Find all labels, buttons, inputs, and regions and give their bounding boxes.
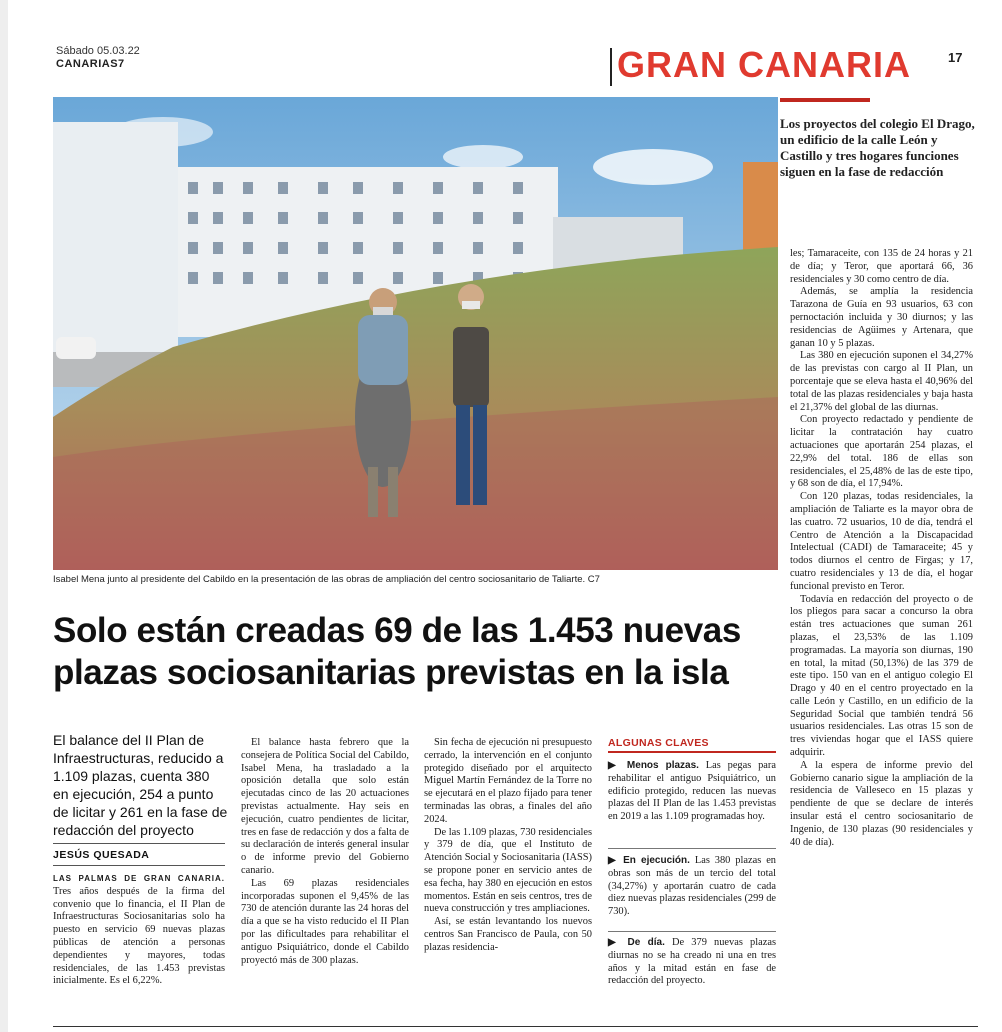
paragraph-text: Tres años después de la firma del convenio que lo financia, el II Plan de Infraestructuras Sociosanitarias solo ha puesto en servicio 69 nuevas plazas públicas de atención a personas dependientes y mayores, todas residenciales, de las 1.453 previstas inicialmente. Es el 6,22%.: [53, 885, 225, 987]
page-number: 17: [948, 50, 963, 65]
key-point: [608, 937, 776, 988]
dateline: LAS PALMAS DE GRAN CANARIA.: [53, 874, 225, 883]
paragraph: Además, se amplía la residencia Tarazona de Guía en 93 usuarios, 63 con pernoctación incluida y 30 diurnos; y las residencias de Agüimes y Artenara, que ganan 10 y 5 plazas.: [790, 286, 973, 349]
paragraph: Así, se están levantando los nuevos centros San Francisco de Paula, con 50 plazas residencia-: [424, 916, 592, 953]
key-point-text: Las 380 plazas en obras son más de un tercio del total (34,27%) y aportarán cuatro de cada diez nuevas plazas residenciales (299 de 730).: [608, 855, 777, 918]
article-deck: El balance del II Plan de Infraestructuras, reducido a 1.109 plazas, cuenta 380 en ejecución, 254 a punto de licitar y 261 en la fase de redacción del proyecto: [53, 732, 228, 838]
paragraph: Las 380 en ejecución suponen el 34,27% de las previstas con cargo al II Plan, un porcentaje que se eleva hasta el 40,96% del total de las plazas residenciales y baja hasta el 21,37% del global de las diurnas.: [790, 350, 973, 413]
newspaper-name: CANARIAS7: [56, 58, 125, 70]
key-point: [608, 855, 776, 919]
key-point-divider: [608, 931, 776, 932]
article-column-1: [53, 873, 225, 988]
paragraph: El balance hasta febrero que la consejera de Política Social del Cabildo, Isabel Mena, ha trasladado a la oposición detalla que solo están ejecutadas cinco de las 20 actuaciones previstas actualmente. Hay seis en ejecución, cuatro pendientes de licitar, tres en fase de redacción y dos a falta de su declaración de interés general insular o de informe previo del Gobierno canario.: [241, 737, 409, 876]
photo-illustration: [53, 97, 778, 570]
key-point-lead: ▶ En ejecución.: [608, 855, 690, 866]
article-column-2: [241, 737, 409, 967]
byline-rule-top: [53, 843, 225, 844]
key-points-rule: [608, 751, 776, 753]
key-point-lead: ▶ De día.: [608, 937, 665, 948]
section-divider: [610, 48, 612, 86]
paragraph: Las 69 plazas residenciales incorporadas suponen el 9,45% de las 730 de atención durante las 24 horas del día a que se ha visto reducido el II Plan por las dificultades para rehabilitar el antiguo Psiquiátrico, donde el Cabildo proyectó más de 300 plazas.: [241, 877, 409, 966]
paragraph: A la espera de informe previo del Gobierno canario sigue la ampliación de la residencia de Valleseco en 15 plazas y pendiente de que se declare de interés insular está el centro sociosanitario de Ingenio, de 130 plazas (90 residenciales y 40 de día).: [790, 759, 973, 848]
key-point-lead: ▶ Menos plazas.: [608, 760, 699, 771]
issue-date: Sábado 05.03.22: [56, 45, 140, 57]
key-points-title: ALGUNAS CLAVES: [608, 737, 709, 749]
page-edge: [0, 0, 8, 1032]
section-title: GRAN CANARIA: [617, 44, 911, 85]
paragraph: De las 1.109 plazas, 730 residenciales y 379 de día, que el Instituto de Atención Social y Sociosanitaria (IASS) se propone poner en servicio antes de esa fecha, hay 380 en ejecución en estos momentos. Están en seis centros, tres de nueva construcción y tres ampliaciones.: [424, 826, 592, 915]
paragraph: Con proyecto redactado y pendiente de licitar la contratación hay cuatro actuaciones que aportarán 254 plazas, el 22,9% del total. 186 de ellas son residenciales, el 25,48% de las de este tipo, y 68 son de día, el 17,94%.: [790, 414, 973, 490]
photo-caption: Isabel Mena junto al presidente del Cabildo en la presentación de las obras de ampliación del centro sociosanitario de Taliarte. C7: [53, 574, 600, 585]
key-point-text: De 379 nuevas plazas diurnas no se ha creado ni una en tres años y la mitad están en fase de redacción del proyecto.: [608, 937, 776, 987]
article-photo: [53, 97, 778, 570]
paragraph: [53, 873, 225, 988]
byline-rule-bottom: [53, 865, 225, 866]
article-column-5: [790, 248, 973, 849]
key-point: [608, 760, 776, 824]
section-accent-rule: [780, 98, 870, 102]
key-point-divider: [608, 848, 776, 849]
key-point-text: Las pegas para rehabilitar el antiguo Psiquiátrico, un edificio protegido, reducen las nuevas plazas del II Plan de las 1.453 previstas en 2019 a las 1.109 programadas hoy.: [608, 760, 776, 823]
page-bottom-rule: [53, 1026, 978, 1027]
paragraph: Con 120 plazas, todas residenciales, la ampliación de Taliarte es la mayor obra de las cuatro. 72 usuarios, 10 de día, tendrá el Centro de Atención a la Discapacidad Intelectual (CADI) de Tamaraceite; 45 y todos diurnos el centro de Firgas; y 17, cuatro residenciales y 13 de día, el hogar funcional previsto en Teror.: [790, 491, 973, 592]
paragraph: Todavía en redacción del proyecto o de los pliegos para sacar a concurso la obra están tres actuaciones que suman 261 plazas, el 23,53% de las 1.109 programadas. La mayoría son diurnas, 190 en total, la mitad (50,13%) de las 379 de este tipo. 150 van en el antiguo colegio El Drago y 40 en el centro proyectado en la calle León y Castillo, en un edificio de la Seguridad Social que también tendrá 56 usuarios residenciales. Las otras 15 son de tres viviendas hogar que el IASS quiere adquirir.: [790, 593, 973, 759]
byline: JESÚS QUESADA: [53, 849, 150, 861]
article-headline: Solo están creadas 69 de las 1.453 nuevas plazas sociosanitarias previstas en la isla: [53, 611, 741, 692]
article-column-3: [424, 737, 592, 955]
paragraph: Sin fecha de ejecución ni presupuesto cerrado, la intervención en el conjunto protegido diseñado por el arquitecto Miguel Martín Fernández de la Torre no se ejecutará en el plazo fijado para tener terminadas las obras, a finales del año 2024.: [424, 737, 592, 825]
article-subhead: Los proyectos del colegio El Drago, un edificio de la calle León y Castillo y tres hogares funciones siguen en la fase de redacción: [780, 116, 975, 179]
paragraph: les; Tamaraceite, con 135 de 24 horas y 21 de día; y Teror, que aportará 66, 36 residenciales y 30 como centro de día.: [790, 248, 973, 285]
